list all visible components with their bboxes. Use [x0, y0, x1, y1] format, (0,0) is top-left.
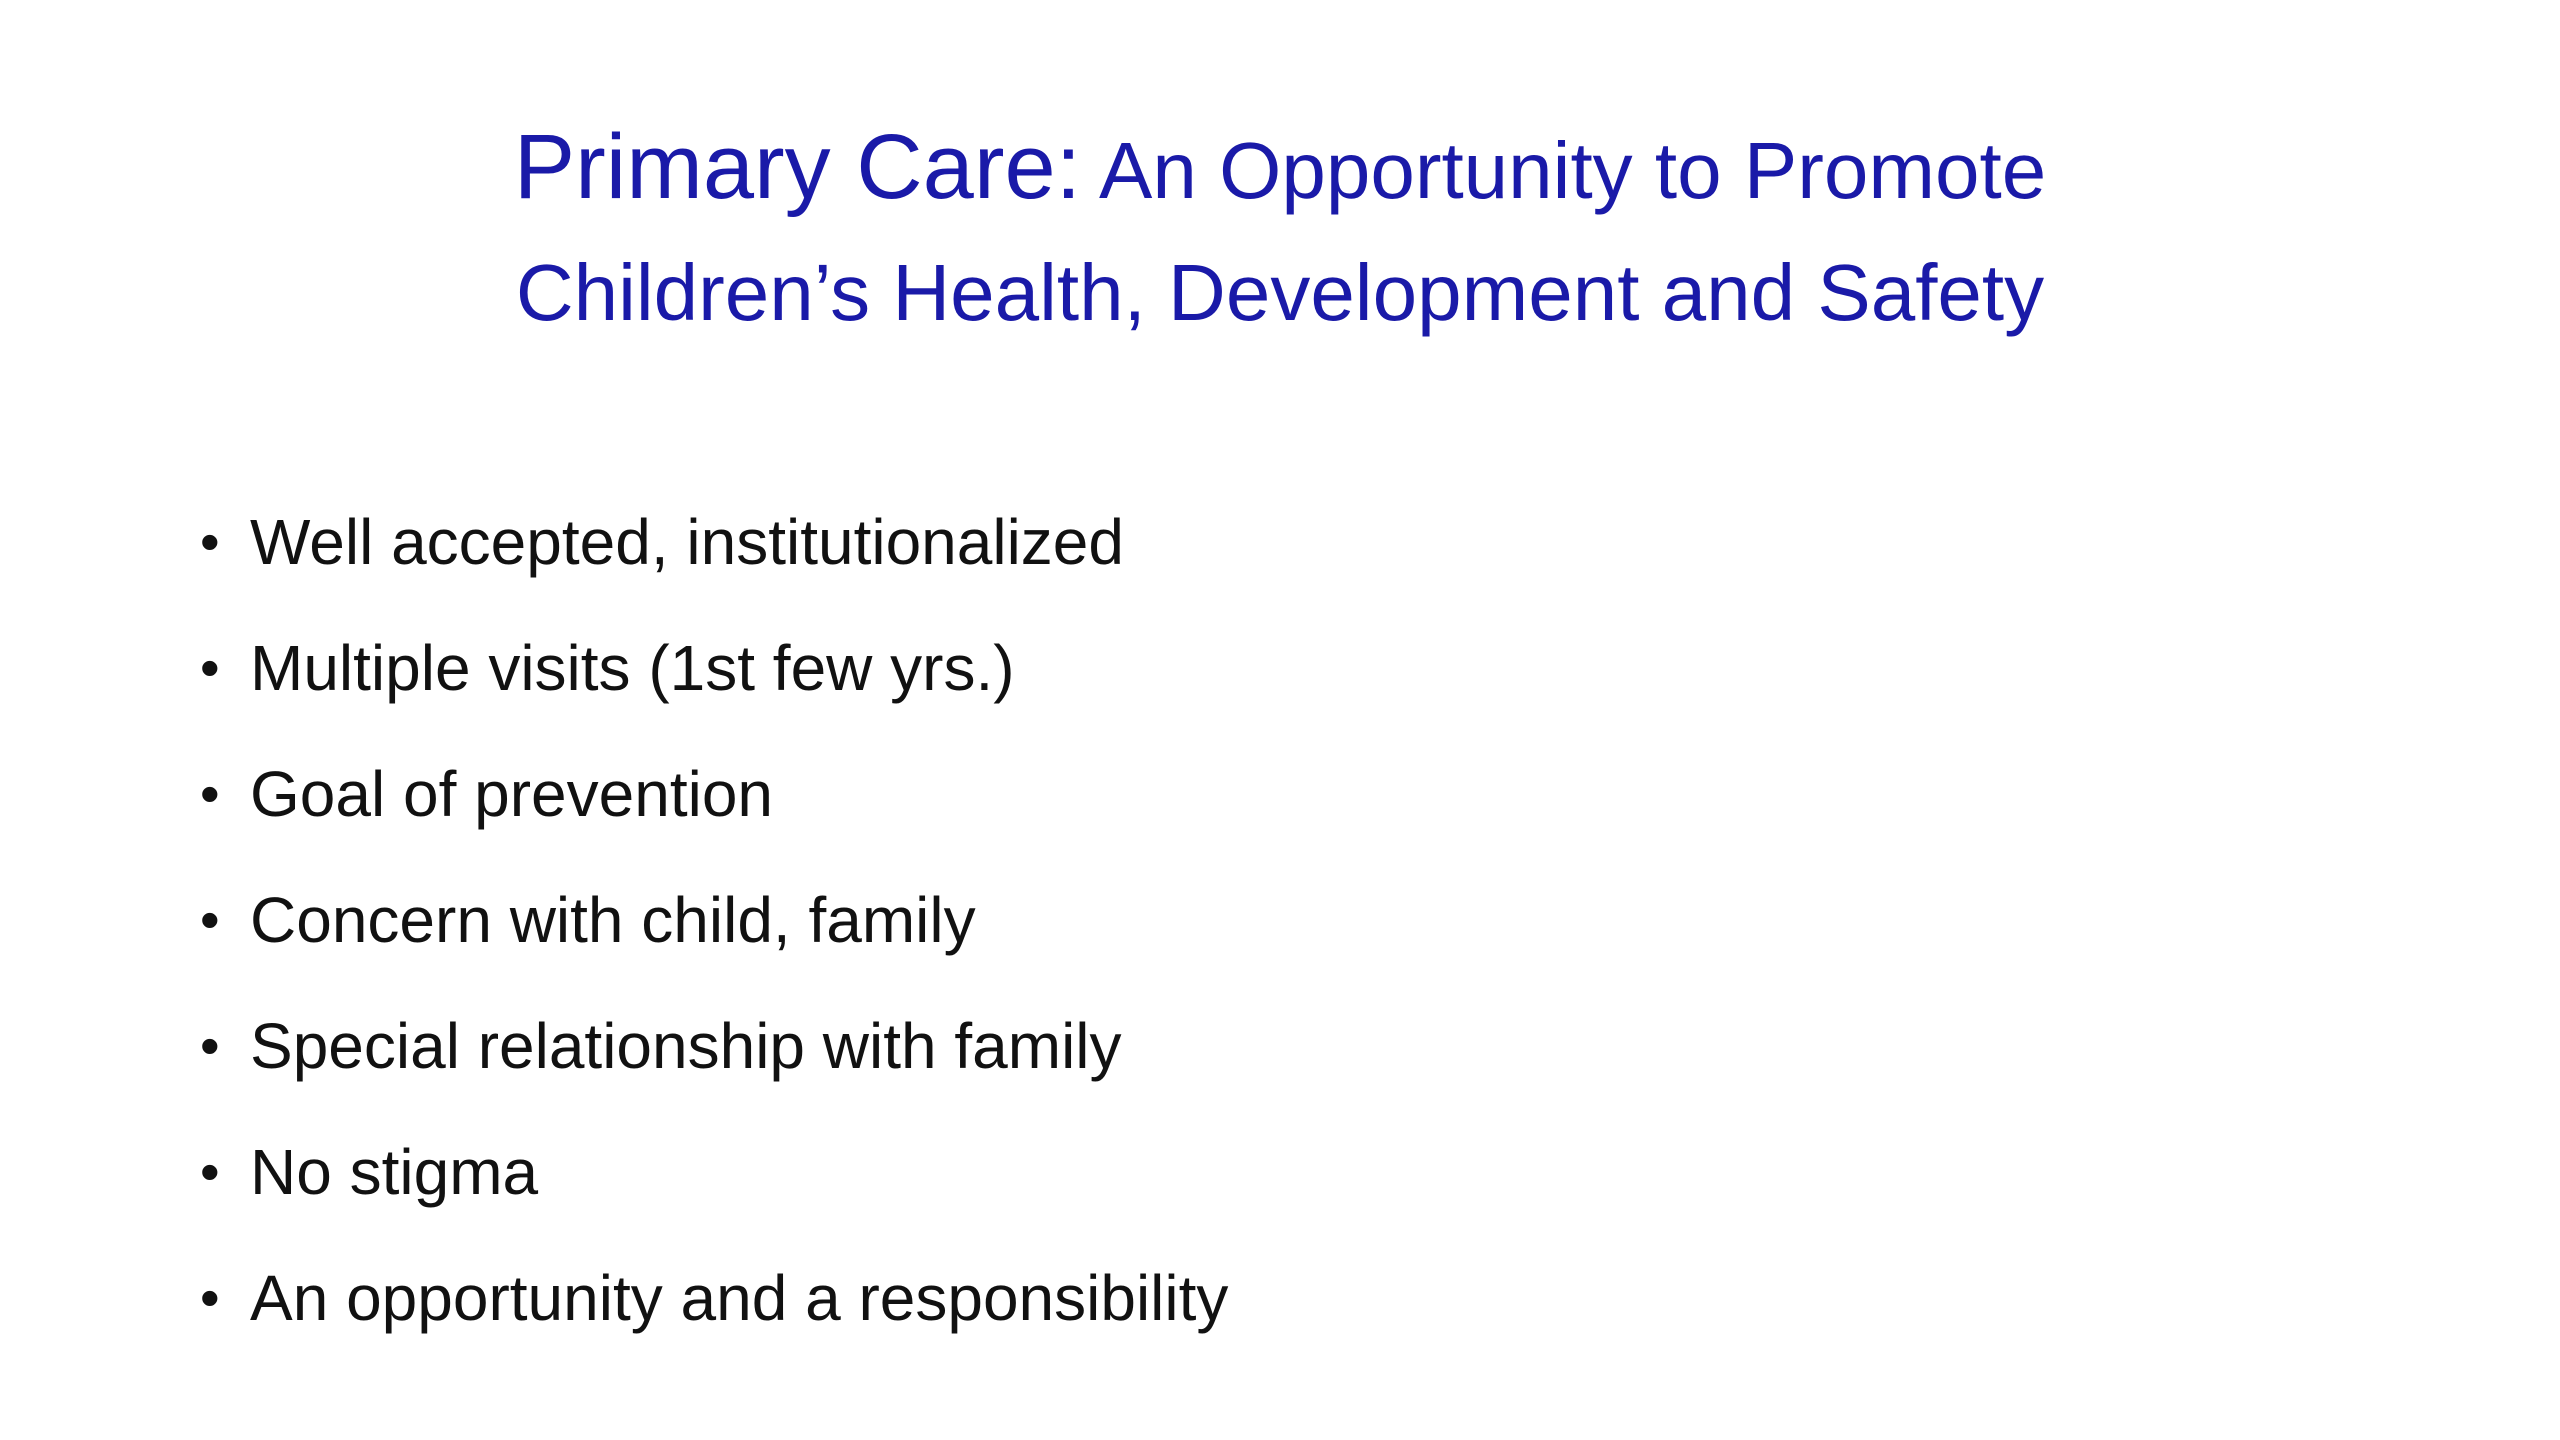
- bullet-item: [200, 1004, 1228, 1130]
- bullet-text: Special relationship with family: [250, 1010, 1122, 1082]
- bullet-item: [200, 878, 1228, 1004]
- bullet-icon: •: [200, 762, 220, 825]
- bullet-icon: •: [200, 636, 220, 699]
- bullet-list: [200, 500, 1228, 1382]
- bullet-icon: •: [200, 1266, 220, 1329]
- slide-title: [0, 115, 2560, 345]
- bullet-text: An opportunity and a responsibility: [250, 1262, 1229, 1334]
- bullet-text: Concern with child, family: [250, 884, 976, 956]
- bullet-item: [200, 1130, 1228, 1256]
- bullet-item: [200, 1256, 1228, 1382]
- bullet-text: Multiple visits (1st few yrs.): [250, 632, 1015, 704]
- title-lead: Primary Care:: [513, 116, 1082, 218]
- bullet-icon: •: [200, 1140, 220, 1203]
- bullet-text: Goal of prevention: [250, 758, 773, 830]
- bullet-icon: •: [200, 888, 220, 951]
- bullet-item: [200, 752, 1228, 878]
- bullet-icon: •: [200, 1014, 220, 1077]
- bullet-text: Well accepted, institutionalized: [250, 506, 1124, 578]
- bullet-icon: •: [200, 510, 220, 573]
- title-line-2: Children’s Health, Development and Safety: [515, 248, 2045, 337]
- bullet-text: No stigma: [250, 1136, 539, 1208]
- bullet-item: [200, 626, 1228, 752]
- title-line-1: [0, 115, 2560, 240]
- bullet-item: [200, 500, 1228, 626]
- title-rest: An Opportunity to Promote: [1081, 126, 2047, 215]
